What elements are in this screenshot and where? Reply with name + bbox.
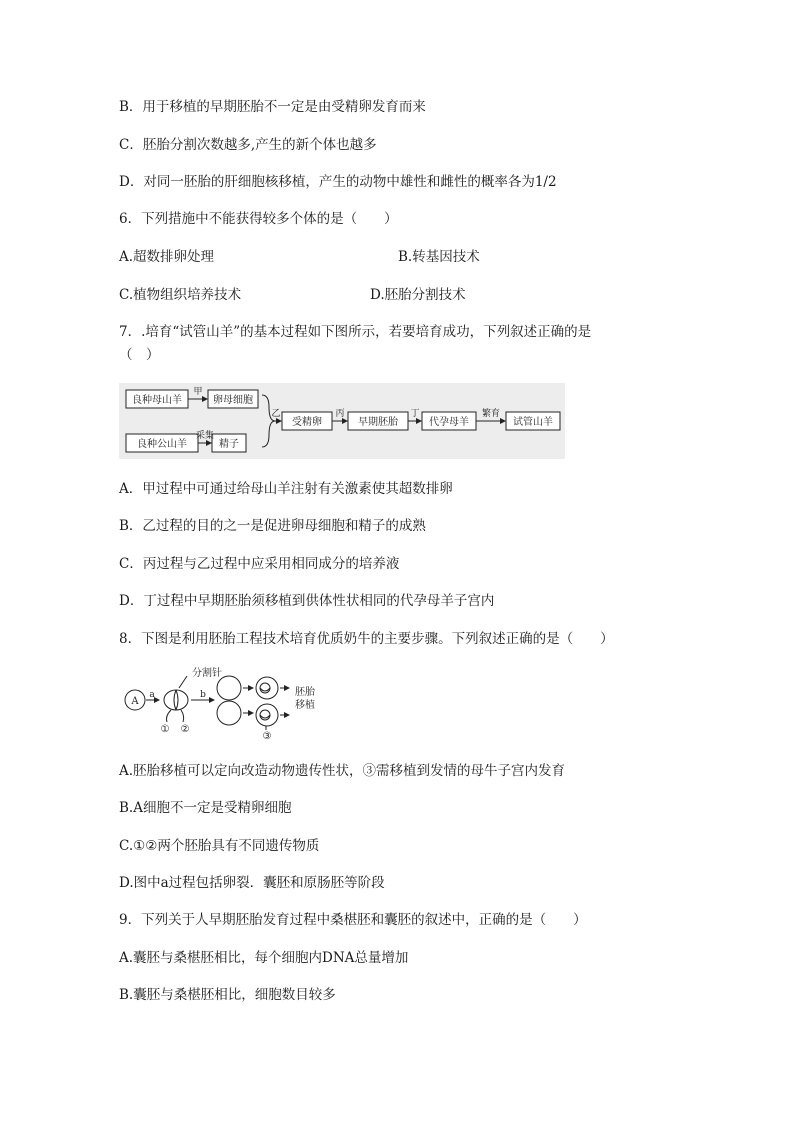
fig2-transfer-line2: 移植 <box>295 700 315 711</box>
q8-option-c: C.①②两个胚胎具有不同遗传物质 <box>119 838 320 854</box>
fig1-surrogate: 代孕母羊 <box>429 417 469 428</box>
fig1-jia: 甲 <box>193 387 203 397</box>
q5-option-d: D．对同一胚胎的肝细胞核移植，产生的动物中雄性和雌性的概率各为1/2 <box>119 174 557 190</box>
fig2-needle: 分割针 <box>192 668 222 679</box>
fig2-cell-a: A <box>131 696 139 707</box>
q6-stem: 6．下列措施中不能获得较多个体的是（ ） <box>119 211 398 227</box>
test-tube-goat-flow-diagram <box>119 383 565 459</box>
fig1-sperm: 精子 <box>219 439 239 450</box>
q9-option-b: B.囊胚与桑椹胚相比，细胞数目较多 <box>119 987 336 1003</box>
q9-option-a: A.囊胚与桑椹胚相比，每个细胞内DNA总量增加 <box>119 950 409 966</box>
q8-option-a: A.胚胎移植可以定向改造动物遗传性状，③需移植到发情的母牛子宫内发育 <box>119 763 566 779</box>
q8-option-d: D.图中a过程包括卵裂．囊胚和原肠胚等阶段 <box>119 875 385 891</box>
q8-option-b: B.A细胞不一定是受精卵细胞 <box>119 800 292 816</box>
fig1-ding: 丁 <box>410 409 420 419</box>
q5-option-b: B．用于移植的早期胚胎不一定是由受精卵发育而来 <box>119 99 426 115</box>
embryo-splitting-diagram <box>119 664 339 742</box>
q7-option-a: A．甲过程中可通过给母山羊注射有关激素使其超数排卵 <box>119 481 453 497</box>
q6-option-d: D.胚胎分割技术 <box>370 287 466 303</box>
fig1-male-goat: 良种公山羊 <box>137 439 187 450</box>
fig1-female-goat: 良种母山羊 <box>132 395 182 406</box>
q7-option-d: D．丁过程中早期胚胎须移植到供体性状相同的代孕母羊子宫内 <box>119 593 495 609</box>
fig1-bing: 丙 <box>335 409 345 419</box>
fig1-oocyte: 卵母细胞 <box>213 395 253 406</box>
fig1-yi: 乙 <box>271 409 281 419</box>
fig1-test-tube-goat: 试管山羊 <box>513 417 553 428</box>
q7-option-b: B．乙过程的目的之一是促进卵母细胞和精子的成熟 <box>119 518 426 534</box>
q7-option-c: C．丙过程与乙过程中应采用相同成分的培养液 <box>119 556 400 572</box>
fig2-mark-3: ③ <box>262 731 272 742</box>
fig2-mark-1: ① <box>160 724 170 735</box>
q8-stem: 8．下图是利用胚胎工程技术培育优质奶牛的主要步骤。下列叙述正确的是（ ） <box>119 631 614 647</box>
fig1-early-embryo: 早期胚胎 <box>358 417 398 428</box>
fig1-zygote: 受精卵 <box>292 417 322 428</box>
q6-option-c: C.植物组织培养技术 <box>119 287 242 303</box>
fig2-label-a: a <box>149 690 155 700</box>
fig2-transfer-line1: 胚胎 <box>295 687 315 698</box>
q6-option-a: A.超数排卵处理 <box>119 249 215 265</box>
fig2-label-b: b <box>200 690 206 700</box>
q7-stem-paren: （ ） <box>119 347 160 363</box>
fig1-breed: 繁育 <box>481 409 501 419</box>
q5-option-c: C．胚胎分割次数越多,产生的新个体也越多 <box>119 137 377 153</box>
q9-stem: 9．下列关于人早期胚胎发育过程中桑椹胚和囊胚的叙述中，正确的是（ ） <box>119 912 587 928</box>
fig1-collect: 采集 <box>195 431 215 441</box>
fig2-mark-2: ② <box>180 724 190 735</box>
q6-option-b: B.转基因技术 <box>398 249 480 265</box>
q7-stem: 7．.培育“试管山羊”的基本过程如下图所示，若要培育成功，下列叙述正确的是 <box>119 324 592 340</box>
